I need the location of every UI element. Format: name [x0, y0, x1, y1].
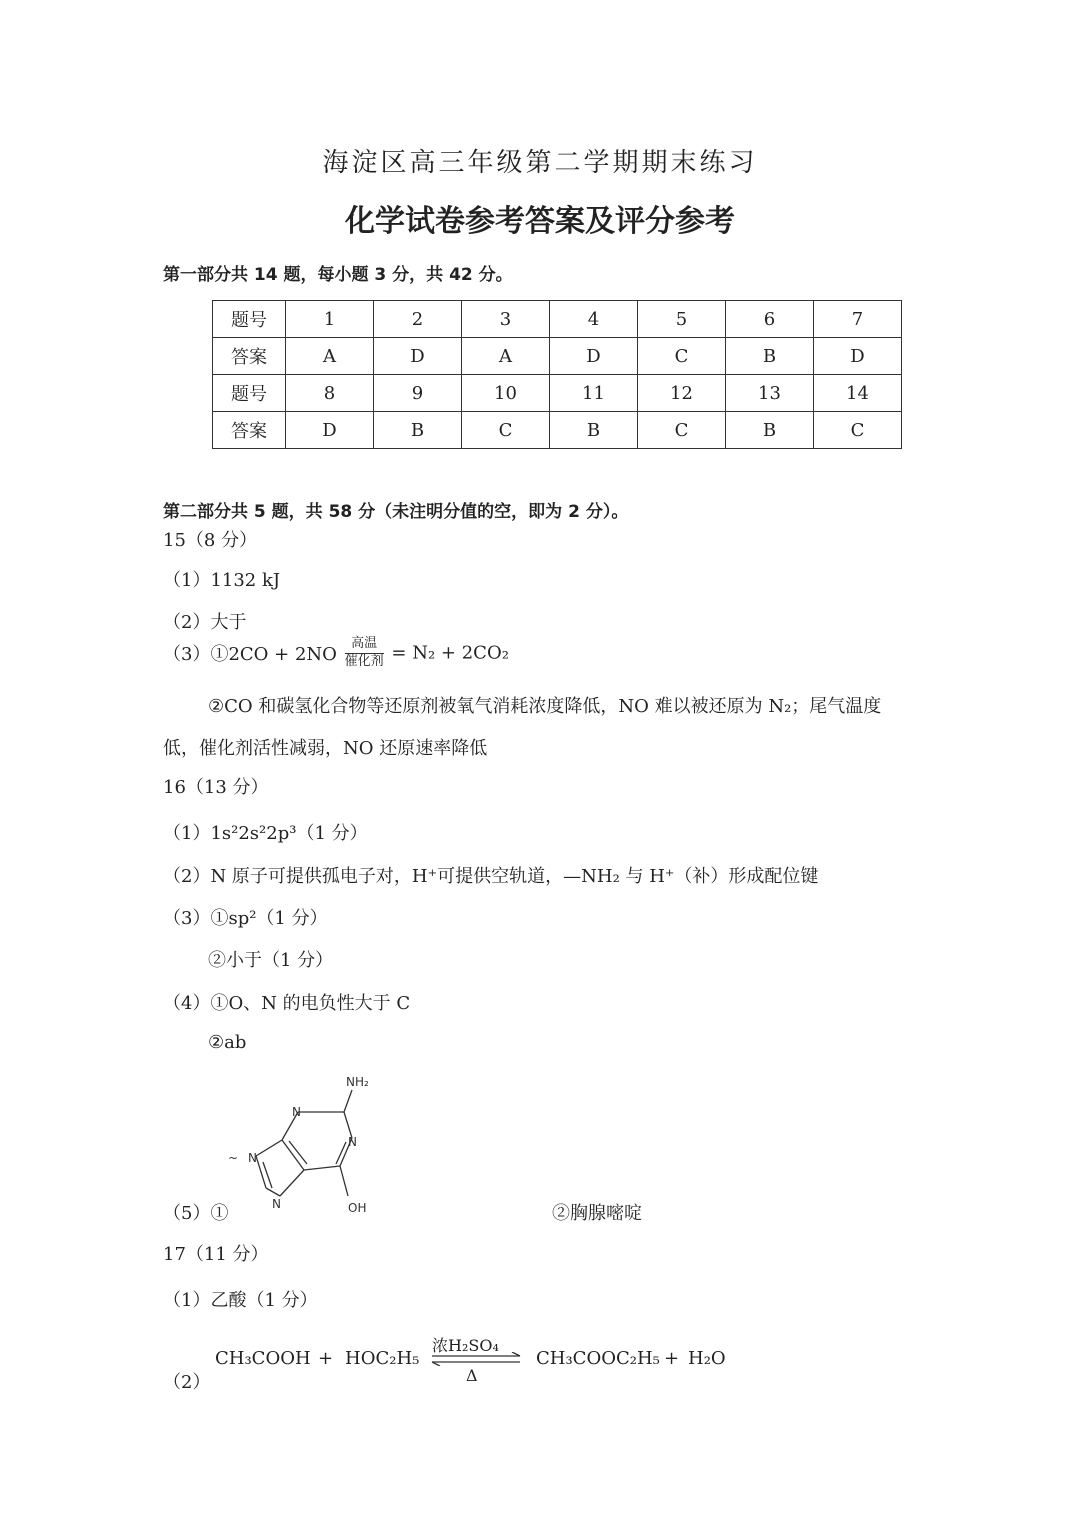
q17-title: 17（11 分）	[163, 1244, 269, 1265]
oh-label: OH	[348, 1201, 367, 1215]
reaction-condition	[345, 636, 384, 670]
product-1: CH₃COOC₂H₅	[536, 1348, 660, 1369]
table-row	[213, 338, 902, 375]
row-label: 题号	[213, 375, 286, 412]
table-cell: 9	[374, 375, 462, 412]
page-subtitle: 化学试卷参考答案及评分参考	[345, 204, 735, 239]
q16-answer-1: （1）1s²2s²2p³（1 分）	[163, 823, 368, 844]
n-label: N	[272, 1197, 281, 1211]
q15-answer-3-2-line2: 低，催化剂活性减弱，NO 还原速率降低	[163, 738, 488, 759]
n-label: N	[248, 1151, 257, 1165]
q15-equals-sign: =	[391, 642, 407, 664]
row-label: 答案	[213, 338, 286, 375]
equilibrium-arrow	[428, 1352, 524, 1366]
q16-title: 16（13 分）	[163, 777, 269, 798]
page-title: 海淀区高三年级第二学期期末练习	[322, 148, 758, 178]
q15-title: 15（8 分）	[163, 530, 258, 551]
q15-answer-3-equation	[163, 636, 509, 670]
q15-products: N₂ + 2CO₂	[412, 642, 509, 664]
table-row	[213, 301, 902, 338]
bond	[344, 1090, 352, 1112]
table-cell: A	[286, 338, 374, 375]
q15-answer-2: （2）大于	[163, 612, 247, 633]
guanine-structure	[222, 1068, 382, 1220]
row-label: 答案	[213, 412, 286, 449]
table-cell: B	[726, 338, 814, 375]
nh2-label: NH₂	[346, 1075, 369, 1089]
table-cell: D	[286, 412, 374, 449]
reactant-1: CH₃COOH	[215, 1348, 311, 1369]
table-cell: 1	[286, 301, 374, 338]
table-cell: D	[550, 338, 638, 375]
table-cell: 3	[462, 301, 550, 338]
table-cell: D	[814, 338, 902, 375]
condition-top: 高温	[351, 636, 378, 651]
table-row	[213, 375, 902, 412]
table-cell: D	[374, 338, 462, 375]
bond	[340, 1166, 348, 1196]
part2-heading: 第二部分共 5 题，共 58 分（未注明分值的空，即为 2 分）。	[163, 502, 629, 522]
q16-answer-5-2: ②胸腺嘧啶	[552, 1203, 642, 1224]
table-cell: 4	[550, 301, 638, 338]
row-label: 题号	[213, 301, 286, 338]
table-cell: 11	[550, 375, 638, 412]
table-cell: 12	[638, 375, 726, 412]
table-cell: 7	[814, 301, 902, 338]
q15-reactants: （3）①2CO + 2NO	[163, 644, 337, 665]
table-cell: 13	[726, 375, 814, 412]
condition-top: 浓H₂SO₄	[432, 1336, 499, 1355]
table-cell: B	[374, 412, 462, 449]
q16-answer-4-2: ②ab	[208, 1032, 247, 1053]
table-cell: 5	[638, 301, 726, 338]
bond	[256, 1156, 266, 1188]
plus-sign: +	[318, 1348, 334, 1369]
table-cell: C	[638, 338, 726, 375]
table-cell: 8	[286, 375, 374, 412]
bond	[256, 1140, 282, 1156]
q17-answer-2-label: （2）	[163, 1372, 211, 1393]
table-cell: 10	[462, 375, 550, 412]
q16-answer-5-1: （5）①	[163, 1203, 229, 1224]
q16-answer-4-1: （4）①O、N 的电负性大于 C	[163, 993, 411, 1014]
table-cell: B	[726, 412, 814, 449]
n-label: N	[292, 1105, 301, 1119]
q17-answer-1: （1）乙酸（1 分）	[163, 1290, 318, 1311]
table-cell: 2	[374, 301, 462, 338]
table-cell: B	[550, 412, 638, 449]
table-cell: 6	[726, 301, 814, 338]
bond	[266, 1188, 280, 1196]
q15-answer-1: （1）1132 kJ	[163, 570, 281, 591]
bond	[304, 1166, 340, 1170]
condition-bottom: 催化剂	[344, 654, 384, 669]
reactant-2: HOC₂H₅	[345, 1348, 420, 1369]
condition-bottom: Δ	[466, 1366, 478, 1385]
part1-heading: 第一部分共 14 题，每小题 3 分，共 42 分。	[163, 265, 513, 285]
wavy-bond-label: ~	[228, 1151, 239, 1165]
n-label: N	[348, 1135, 357, 1149]
table-row	[213, 412, 902, 449]
q16-answer-3-1: （3）①sp²（1 分）	[163, 908, 328, 929]
bond	[280, 1170, 304, 1196]
table-cell: C	[814, 412, 902, 449]
table-cell: 14	[814, 375, 902, 412]
q15-answer-3-2-line1: ②CO 和碳氢化合物等还原剂被氧气消耗浓度降低，NO 难以被还原为 N₂；尾气温度	[208, 696, 882, 717]
product-2: H₂O	[688, 1348, 726, 1369]
table-cell: C	[462, 412, 550, 449]
q16-answer-2: （2）N 原子可提供孤电子对，H⁺可提供空轨道，—NH₂ 与 H⁺（补）形成配位键	[163, 866, 819, 887]
answer-table	[212, 300, 902, 449]
double-bond	[336, 1142, 346, 1164]
table-cell: A	[462, 338, 550, 375]
q16-answer-3-2: ②小于（1 分）	[208, 950, 334, 971]
table-cell: C	[638, 412, 726, 449]
plus-sign: +	[664, 1348, 680, 1369]
